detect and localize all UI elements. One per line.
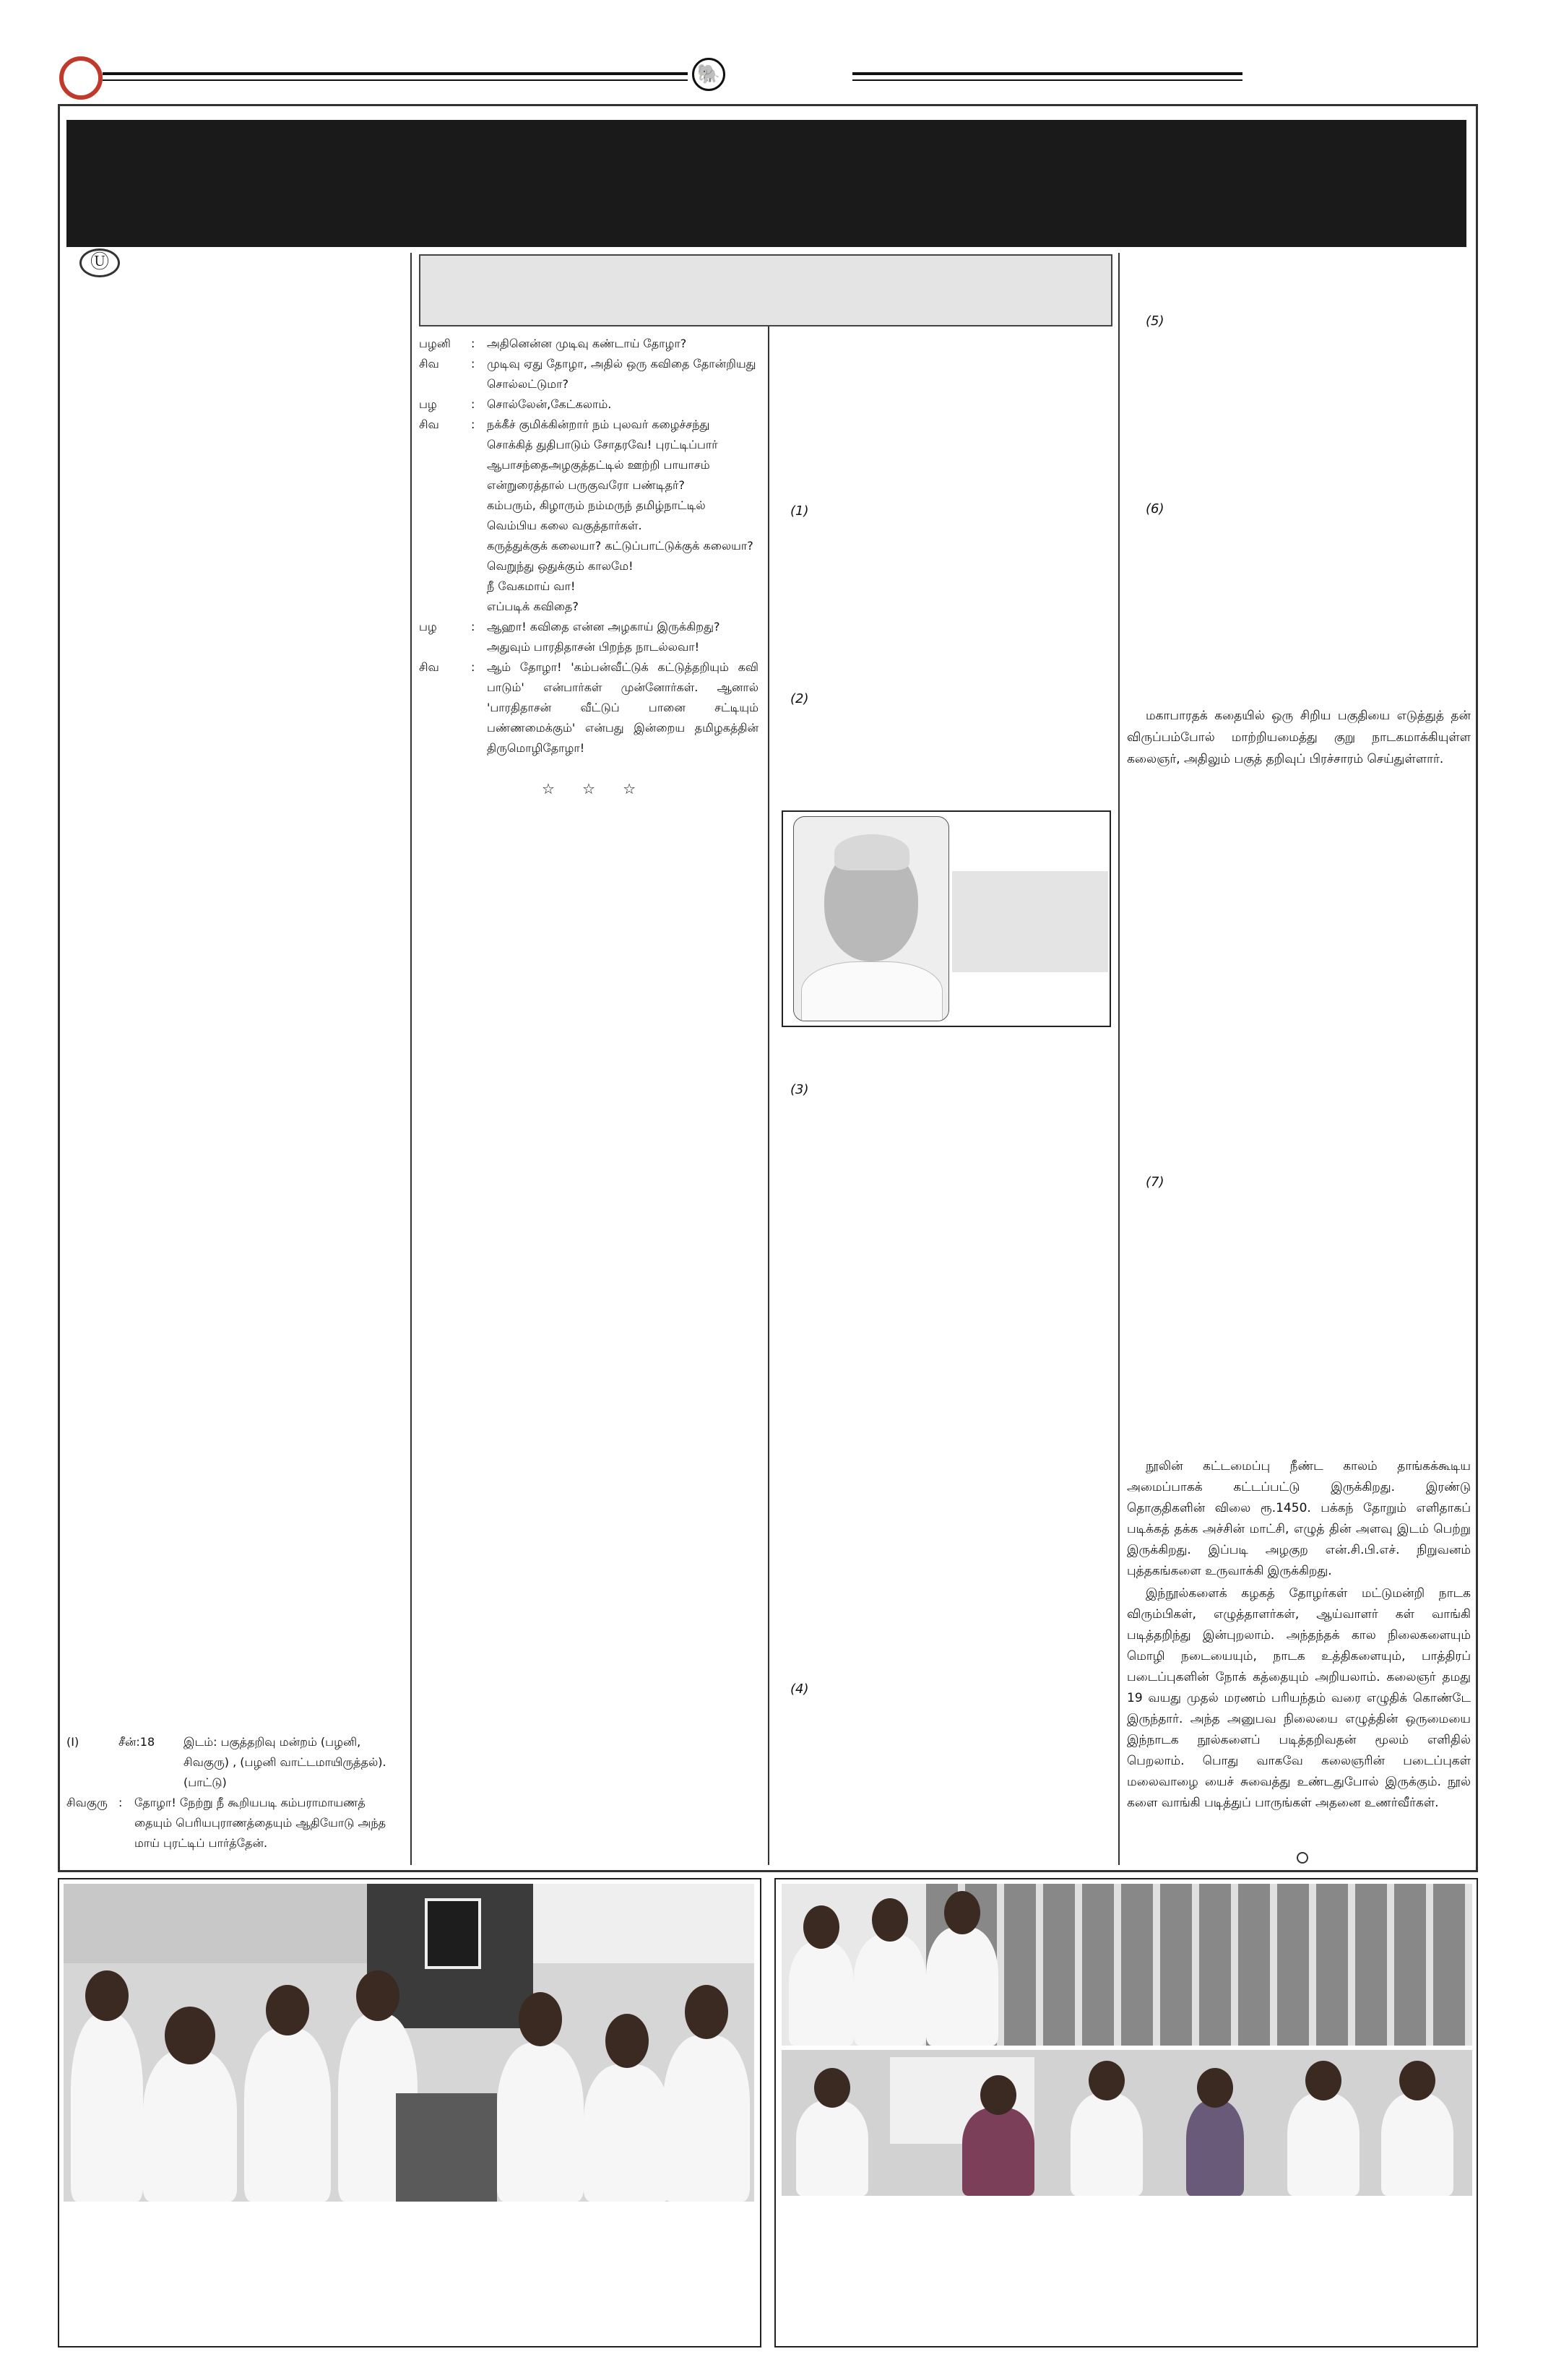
- subheadline-box: [419, 254, 1112, 326]
- dialogue-row: [419, 597, 758, 617]
- marker-7: (7): [1146, 1174, 1164, 1190]
- masthead-strip: [0, 0, 1543, 98]
- dialogue-line: அதினென்ன முடிவு கண்டாய் தோழா?: [487, 337, 687, 350]
- marker-4: (4): [790, 1682, 809, 1697]
- dialogue-line: என்றுரைத்தால் பருகுவரோ பண்டிதர்?: [487, 478, 685, 492]
- marker-2: (2): [790, 691, 809, 706]
- dialogue-line: நீ வேகமாய் வா!: [487, 579, 576, 593]
- program-label: சீன்:18: [118, 1735, 155, 1749]
- author-caption-box: [952, 871, 1108, 972]
- speaker: சிவ: [419, 660, 439, 674]
- page-number-pill: [59, 56, 103, 100]
- photo-wall-grid: [926, 1884, 1472, 2046]
- paragraph-mahabharata: மகாபாரதக் கதையில் ஒரு சிறிய பகுதியை எடுத்துத் தன் விருப்பம்போல் மாற்றியமைத்து குறு நாடகமாக்கியுள்ள கலைஞர், அதிலும் பகுத் தறிவுப் பிரச்சாரம் செய்துள்ளார்.: [1127, 709, 1471, 766]
- elephant-logo-icon: 🐘: [692, 58, 725, 91]
- column-two-dialogue: [419, 334, 758, 797]
- marker-3: (3): [790, 1082, 809, 1097]
- column-divider-3: [1118, 253, 1120, 1865]
- dialogue-line: ஆபாசந்தைஅழகுத்தட்டில் ஊற்றி பாயாசம்: [487, 458, 710, 472]
- masthead-rule-left: [103, 72, 688, 75]
- marker-5: (5): [1146, 313, 1164, 329]
- paragraph-book: நூலின் கட்டமைப்பு நீண்ட காலம் தாங்கக்கூடிய அமைப்பாகக் கட்டப்பட்டு இருக்கிறது. இரண்டு தொகுதிகளின் விலை ரூ.1450. பக்கந் தோறும் எளிதாகப் படிக்கத் தக்க அச்சின் மாட்சி, எழுத் தின் அளவு இடம் பெற்று இருக்கிறது. இப்படி அழகுற என்.சி.பி.எச். நிறுவனம் புத்தகங்களை உருவாக்கி இருக்கிறது.: [1127, 1459, 1471, 1578]
- speaker: சிவ: [419, 357, 439, 371]
- masthead-rule-left-thin: [103, 79, 688, 81]
- end-mark-icon: [1297, 1852, 1308, 1864]
- dialogue-row: பழ : சொல்லேன்,கேட்கலாம்.: [419, 394, 758, 415]
- column-divider-2: [768, 325, 769, 1865]
- marker-1: (1): [790, 503, 809, 519]
- masthead-rule-right-thin: [852, 79, 1242, 81]
- dialogue-row: சிவ : முடிவு ஏது தோழா, அதில் ஒரு கவிதை தோன்றியது சொல்லட்டுமா?: [419, 354, 758, 394]
- dialogue-row: சிவ : ஆம் தோழா! 'கம்பன்வீட்டுக் கட்டுத்தறியும் கவி பாடும்' என்பார்கள் முன்னோர்கள். ஆனால் 'பாரதிதாசன் வீட்டுப் பானை சட்டியும் பண்ணமைக்கும்' என்பது இன்றைய தமிழகத்தின் திருமொழிதோழா!: [419, 657, 758, 758]
- photo-right-top: [782, 1884, 1472, 2046]
- speaker: பழ: [419, 620, 437, 633]
- dialogue-row: சிவ : நக்கீச் குமிக்கின்றார் நம் புலவர் கழைச்சந்து: [419, 415, 758, 435]
- masthead-rule-right: [852, 72, 1242, 75]
- section-stars: ☆ ☆ ☆: [541, 780, 636, 797]
- dialogue-line: எப்படிக் கவிதை?: [487, 600, 579, 613]
- photo-right-bottom: [782, 2050, 1472, 2196]
- dialogue-line: சொல்லேன்,கேட்கலாம்.: [487, 397, 612, 411]
- photo-left-caption-area: [64, 2209, 754, 2340]
- dialogue-row: [419, 455, 758, 475]
- dialogue-line: நக்கீச் குமிக்கின்றார் நம் புலவர் கழைச்சந்து: [487, 417, 710, 431]
- dialogue-row: [419, 435, 758, 455]
- dialogue-row: [419, 576, 758, 597]
- speaker: பழனி: [419, 337, 451, 350]
- dialogue-line: கருத்துக்குக் கலையா? கட்டுப்பாட்டுக்குக் கலையா? வெறுந்து ஒதுக்கும் காலமே!: [487, 539, 753, 573]
- sivaguru-line: தோழா! நேற்று நீ கூறியபடி கம்பராமாயணத் தையும் பெரியபுராணத்தையும் ஆதியோடு அந்த மாய் புரட்டிப் பார்த்தேன்.: [134, 1796, 386, 1850]
- dialogue-row: பழ : ஆஹா! கவிதை என்ன அழகாய் இருக்கிறது? அதுவும் பாரதிதாசன் பிறந்த நாடல்லவா!: [419, 617, 758, 657]
- headline-banner: [66, 120, 1466, 247]
- program-details: இடம்: பகுத்தறிவு மன்றம் (பழனி, சிவகுரு) , (பழனி வாட்டமாயிருத்தல்). (பாட்டு): [183, 1735, 386, 1789]
- column-divider-1: [410, 253, 412, 1865]
- dialogue-line: கம்பரும், கிழாரும் நம்மருந் தமிழ்நாட்டில்: [487, 498, 706, 512]
- dialogue-row: [419, 516, 758, 536]
- section-icon: Ⓤ: [79, 248, 120, 277]
- column-one: (I) சீன்:18 இடம்: பகுத்தறிவு மன்றம் (பழனி, சிவகுரு) , (பழனி வாட்டமாயிருத்தல்). (பாட்டு) சிவகுரு : தோழா! நேற்று நீ கூறியபடி கம்பராமாயணத் தையும் பெரியபுராணத்தையும் ஆதியோடு அந்த மாய் புரட்டிப் பார்த்தேன்.: [66, 1732, 403, 1853]
- dialogue-row: [419, 496, 758, 516]
- photo-right-caption-area: [782, 2203, 1472, 2340]
- dialogue-line: வெம்பிய கலை வகுத்தார்கள்.: [487, 519, 642, 532]
- speaker: சிவ: [419, 417, 439, 431]
- photo-left: [64, 1884, 754, 2202]
- dialogue-line: சொக்கித் துதிபாடும் சோதரவே! புரட்டிப்பார்: [487, 438, 718, 451]
- speaker-sivaguru: சிவகுரு: [66, 1796, 108, 1809]
- author-portrait: [793, 816, 949, 1021]
- marker-6: (6): [1146, 501, 1164, 516]
- dialogue-line: முடிவு ஏது தோழா, அதில் ஒரு கவிதை தோன்றியது சொல்லட்டுமா?: [487, 357, 756, 391]
- program-number: (I): [66, 1735, 79, 1749]
- dialogue-line: ஆம் தோழா! 'கம்பன்வீட்டுக் கட்டுத்தறியும் கவி பாடும்' என்பார்கள் முன்னோர்கள். ஆனால் 'பாரதிதாசன் வீட்டுப் பானை சட்டியும் பண்ணமைக்கும்' என்பது இன்றைய தமிழகத்தின் திருமொழிதோழா!: [487, 660, 758, 755]
- paragraph-readers: இந்நூல்களைக் கழகத் தோழர்கள் மட்டுமன்றி நாடக விரும்பிகள், எழுத்தாளர்கள், ஆய்வாளர் கள் வாங்கி படித்தறிந்து இன்புறலாம். அந்தந்தக் கால நிலைகளையும் மொழி நடையையும், நாடக உத்திகளையும், பாத்திரப் படைப்புகளின் நோக் கத்தையும் அறியலாம். கலைஞர் தமது 19 வயது முதல் மரணம் பரியந்தம் வரை எழுதிக் கொண்டே இருந்தார். அந்த அனுபவ நிலையை எழுத்தின் ஒருமையை இந்நாடக நூல்களைப் படித்தறிவதன் மூலம் எளிதில் பெறலாம். பொது வாகவே கலைஞரின் படைப்புகள் மலைவாழை யைச் சுவைத்து உண்டதுபோல் இருக்கும். நூல் களை வாங்கி படித்துப் பாருங்கள் அதனை உணர்வீர்கள்.: [1127, 1586, 1471, 1810]
- dialogue-row: [419, 536, 758, 576]
- dialogue-row: பழனி : அதினென்ன முடிவு கண்டாய் தோழா?: [419, 334, 758, 354]
- dialogue-line: ஆஹா! கவிதை என்ன அழகாய் இருக்கிறது? அதுவும் பாரதிதாசன் பிறந்த நாடல்லவா!: [487, 620, 720, 654]
- speaker: பழ: [419, 397, 437, 411]
- dialogue-row: [419, 475, 758, 496]
